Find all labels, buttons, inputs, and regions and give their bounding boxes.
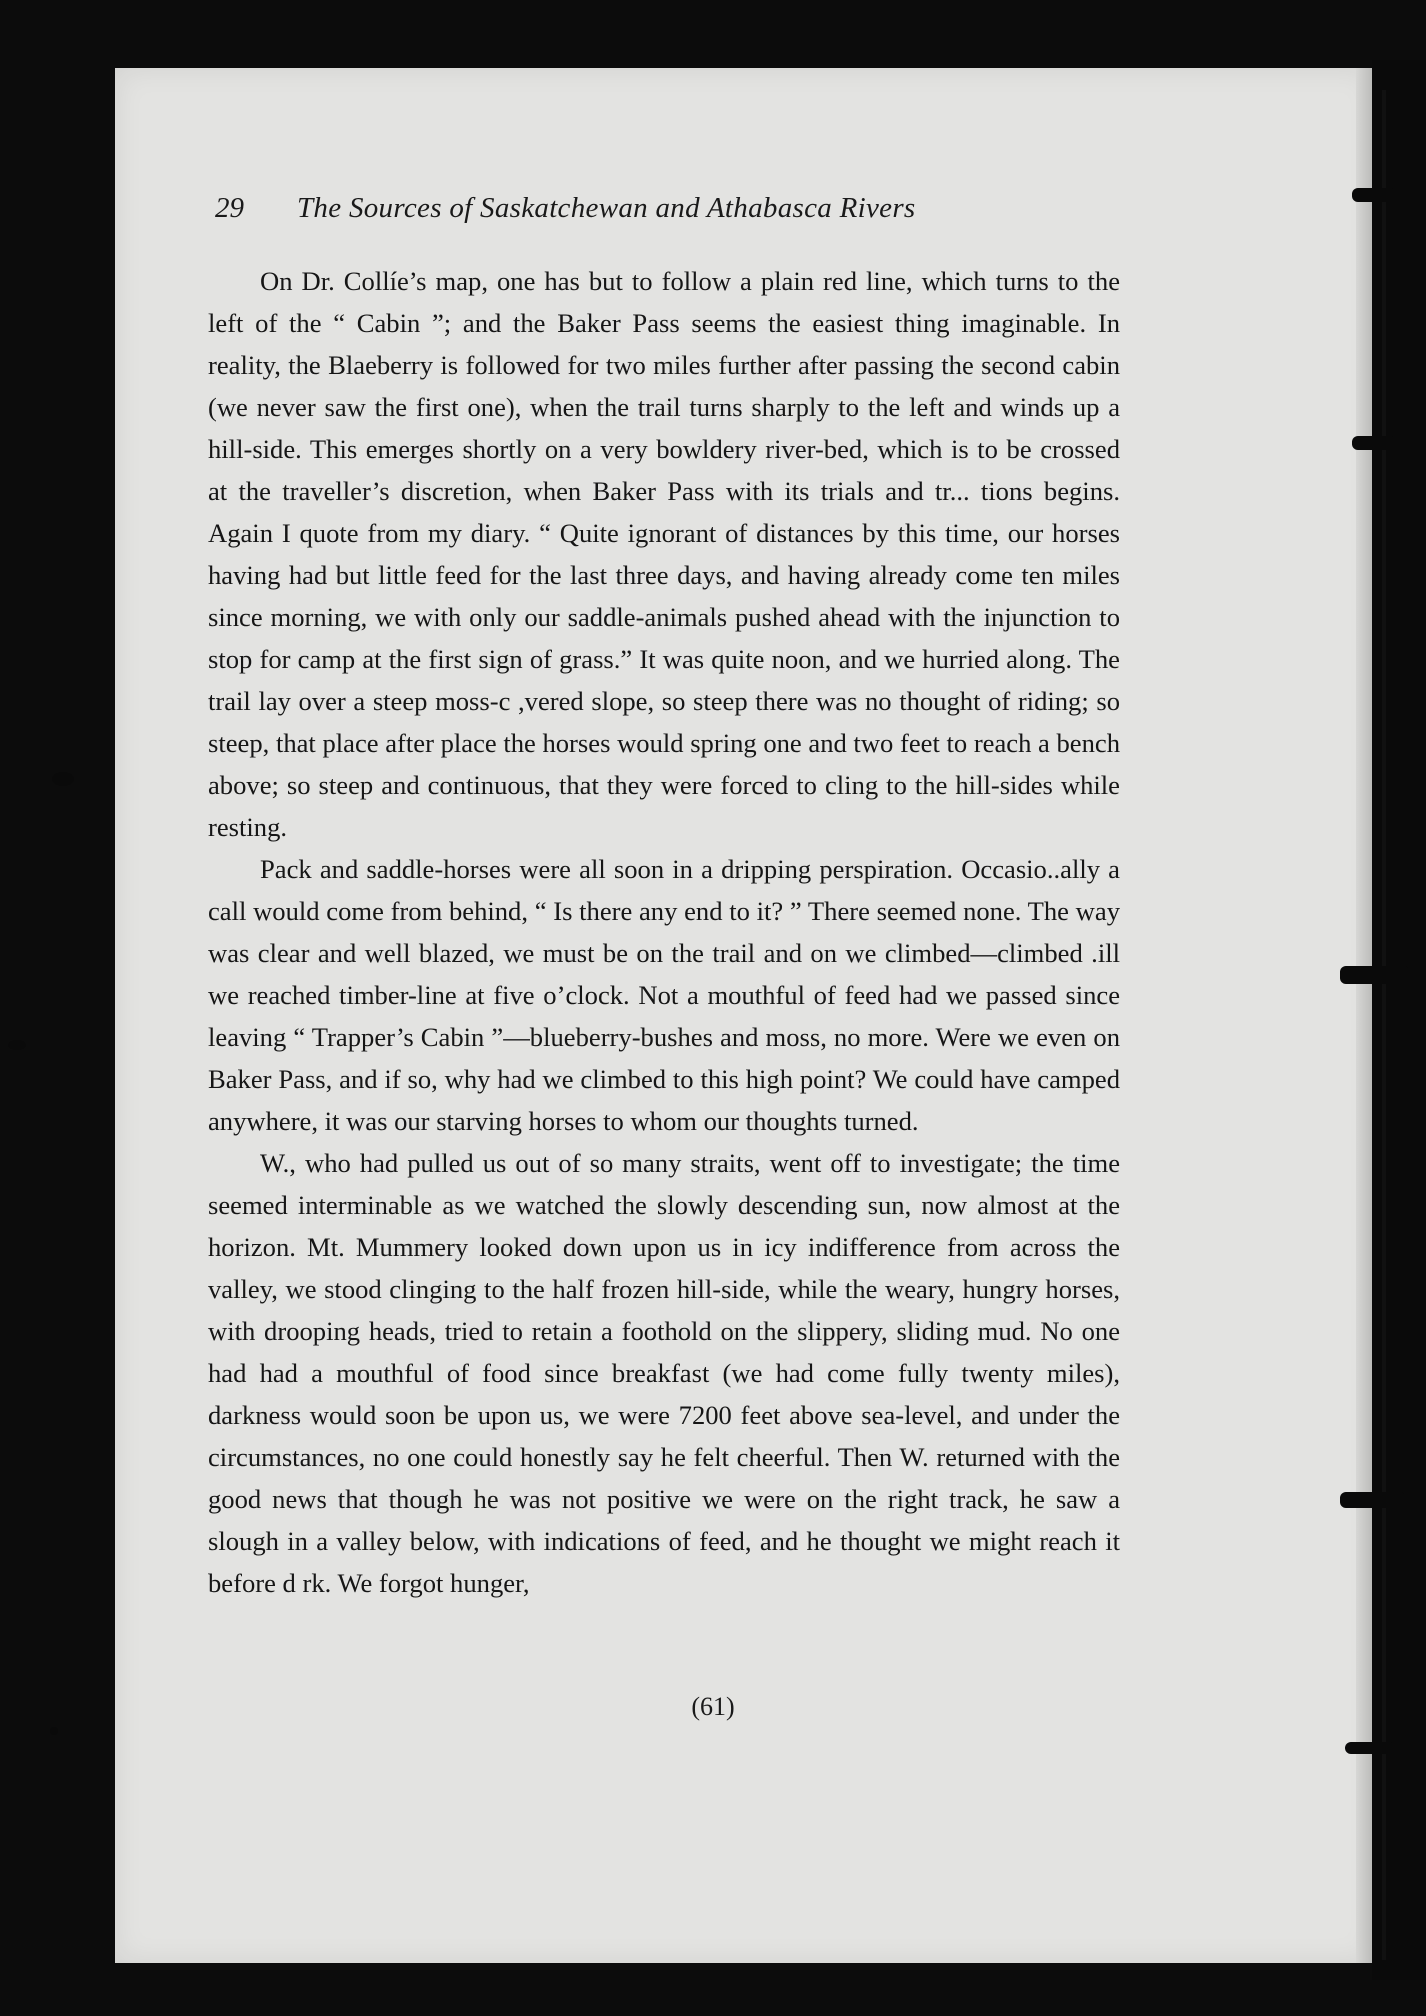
scan-smudge <box>8 1040 26 1050</box>
running-title: The Sources of Saskatchewan and Athabasca Rivers <box>297 192 916 224</box>
paragraph: W., who had pulled us out of so many straits, went off to investigate; the time seemed interminable as we watched the slowly descending sun, now almost at the horizon. Mt. Mummery looked down upon us in icy indifference from across the valley, we stood clinging to the half frozen hill-side, while the weary, hungry horses, with drooping heads, tried to retain a foothold on the slippery, sliding mud. No one had had a mouthful of food since breakfast (we had come fully twenty miles), darkness would soon be upon us, we were 7200 feet above sea-level, and under the circumstances, no one could honestly say he felt cheerful. Then W. returned with the good news that though he was not positive we were on the right track, he saw a slough in a valley below, with indications of feed, and he thought we might reach it before d rk. We forgot hunger, <box>208 1148 1120 1598</box>
folio-number: (61) <box>691 1692 735 1721</box>
binding-clip-2 <box>1352 436 1396 450</box>
paragraph: Pack and saddle-horses were all soon in a dripping perspiration. Occasio..ally a call would come from behind, “ Is there any end to it? ” There seemed none. The way was clear and well blazed, we must be on the trail and on we climbed—climbed .ill we reached timber-line at five o’clock. Not a mouthful of feed had we passed since leaving “ Trapper’s Cabin ”—blueberry-bushes and moss, no more. Were we even on Baker Pass, and if so, why had we climbed to this high point? We could have camped anywhere, it was our starving horses to whom our thoughts turned. <box>208 854 1120 1136</box>
body-text <box>208 260 1120 1604</box>
page-edge <box>1356 68 1372 1963</box>
running-header <box>215 192 1115 232</box>
binding-clip-4 <box>1340 1492 1406 1508</box>
paragraph: On Dr. Collíe’s map, one has but to follow a plain red line, which turns to the left of the “ Cabin ”; and the Baker Pass seems the easiest thing imaginable. In reality, the Blaeberry is followed for two miles further after passing the second cabin (we never saw the first one), when the trail turns sharply to the left and winds up a hill-side. This emerges shortly on a very bowldery river-bed, which is to be crossed at the traveller’s discretion, when Baker Pass with its trials and tr... tions begins. Again I quote from my diary. “ Quite ignorant of distances by this time, our horses having had but little feed for the last three days, and having already come ten miles since morning, we with only our saddle-animals pushed ahead with the injunction to stop for camp at the first sign of grass.” It was quite noon, and we hurried along. The trail lay over a steep moss-c ,vered slope, so steep there was no thought of riding; so steep, that place after place the horses would spring one and two feet to reach a bench above; so steep and continuous, that they were forced to cling to the hill-sides while resting. <box>208 266 1120 842</box>
scan-smudge <box>52 772 74 786</box>
binding-line <box>1382 90 1386 1960</box>
page-number: 29 <box>215 192 244 224</box>
scan-smudge <box>50 1727 58 1735</box>
binding-clip-1 <box>1352 188 1396 202</box>
binding-clip-5 <box>1345 1742 1395 1754</box>
binding-clip-3 <box>1340 966 1410 984</box>
